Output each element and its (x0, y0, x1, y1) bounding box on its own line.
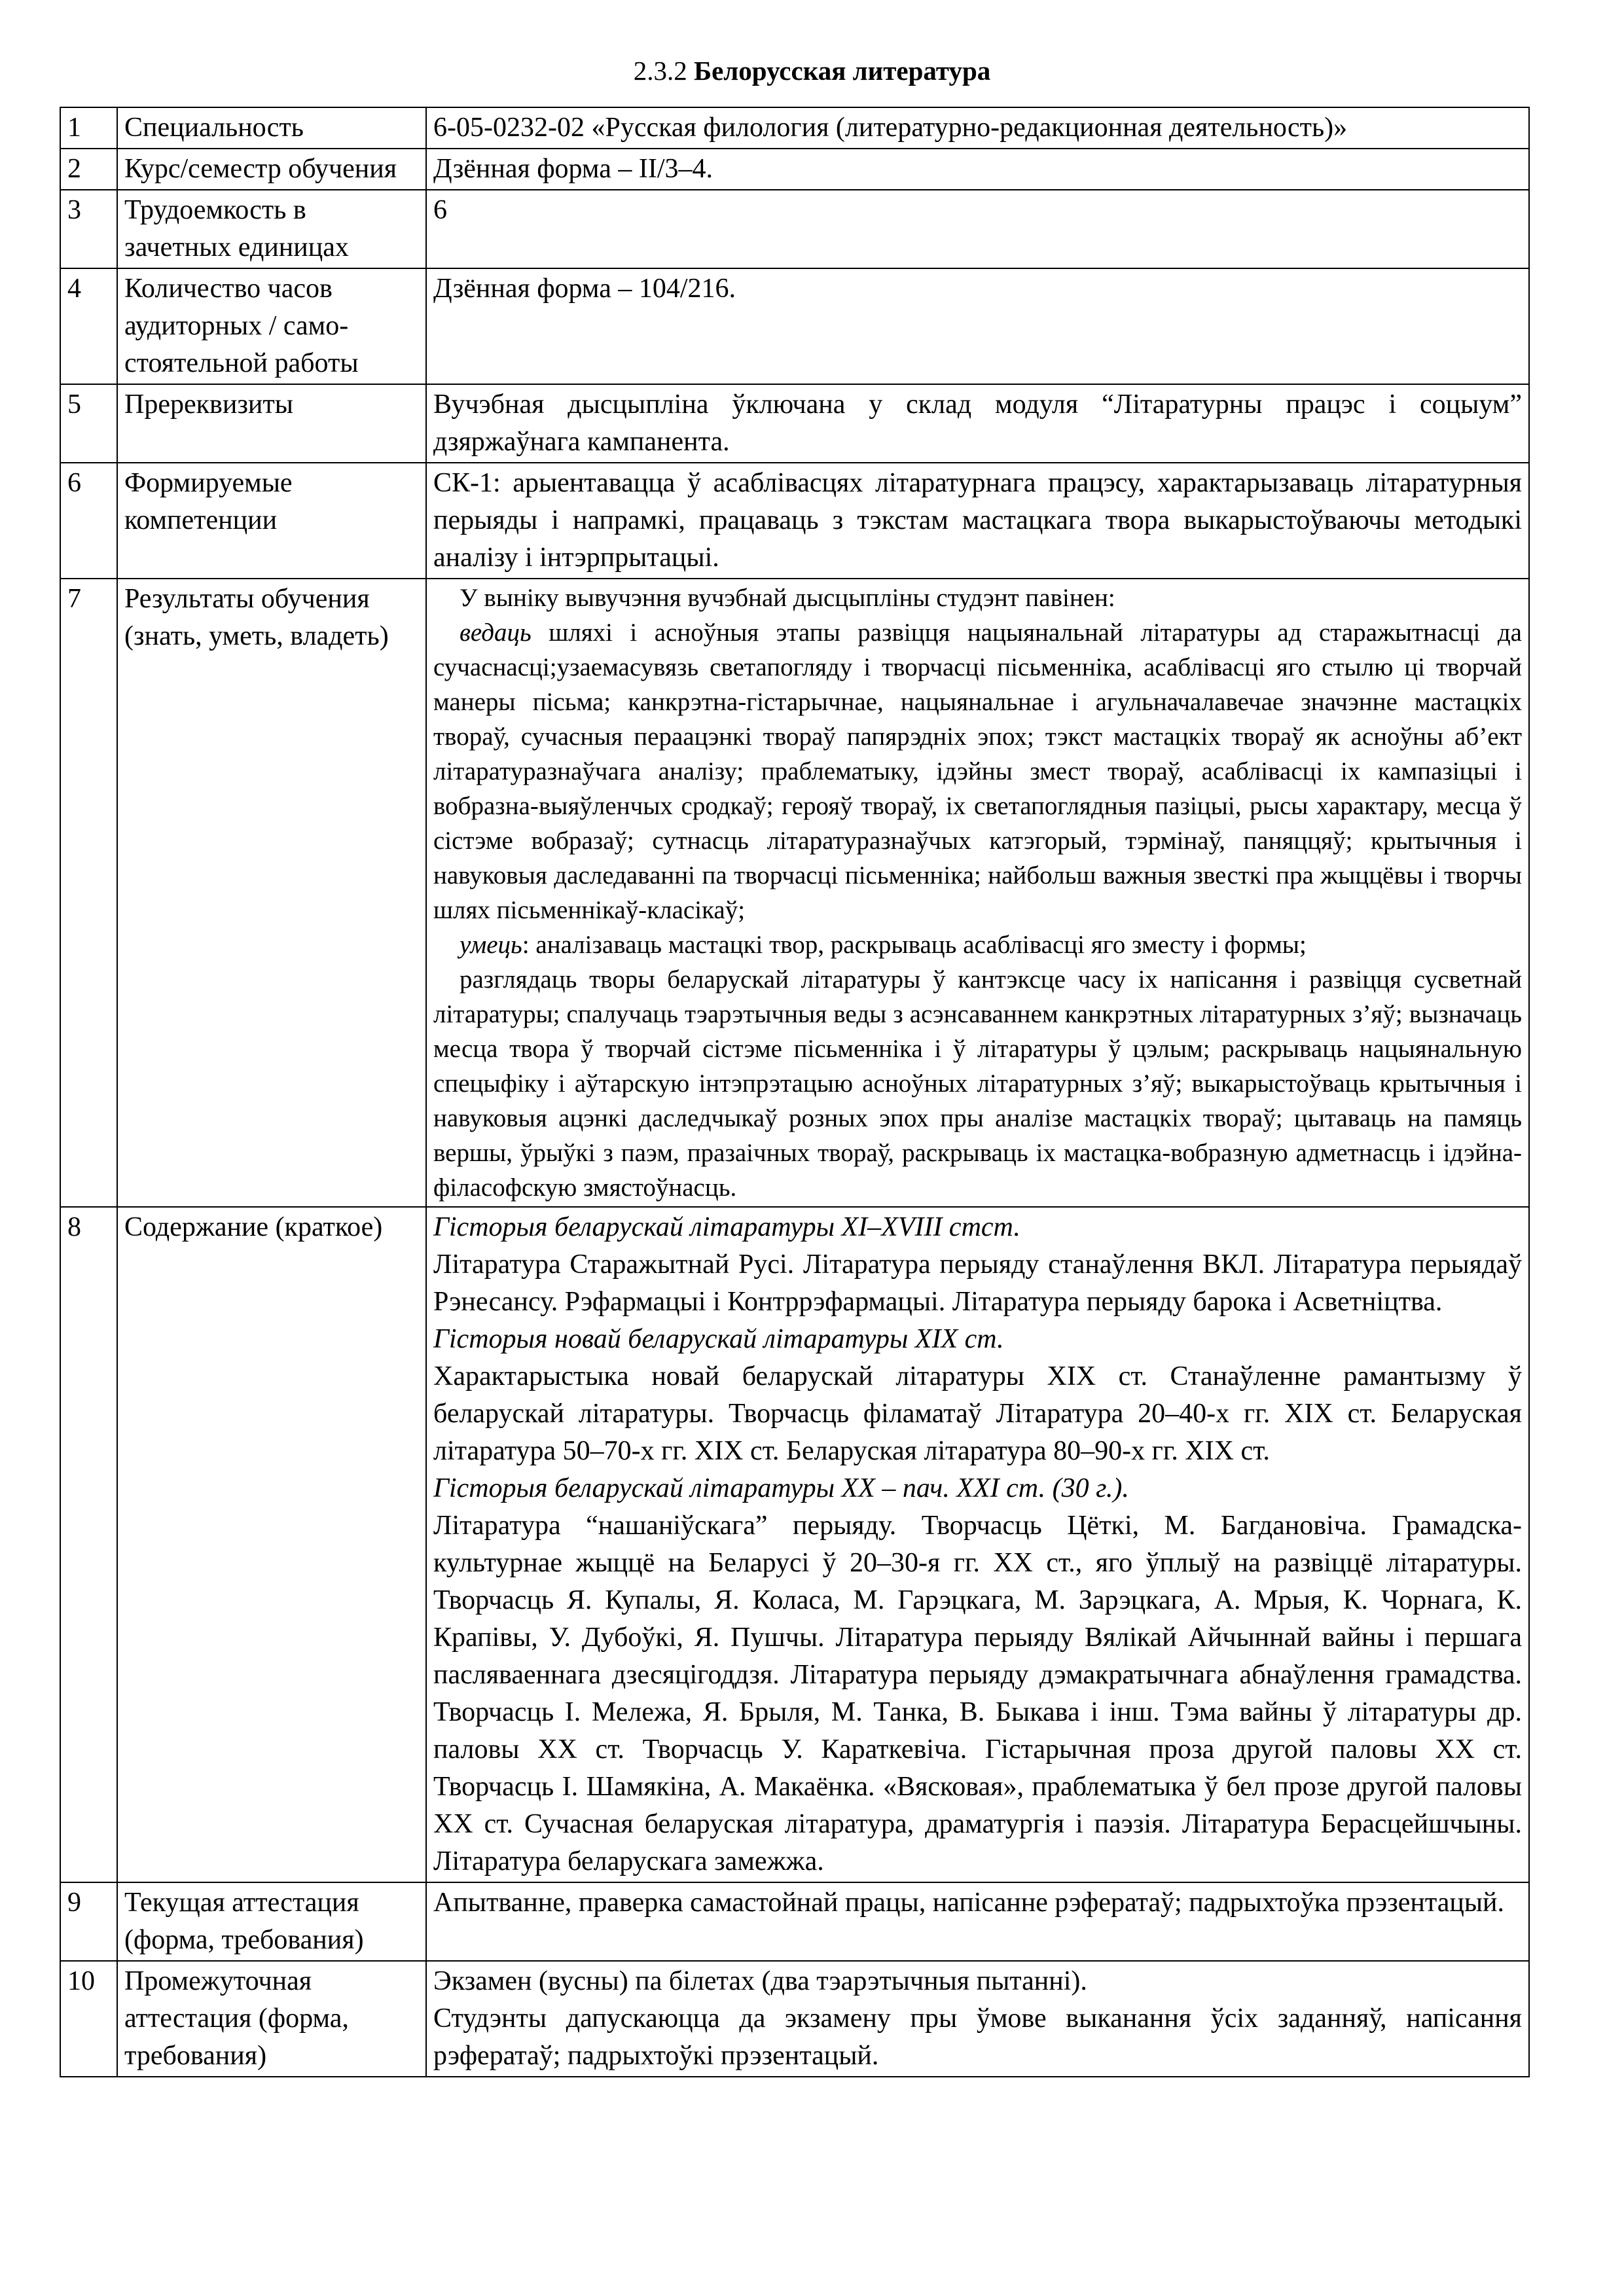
table-row (60, 463, 1529, 579)
content-section-title: Гісторыя новай беларускай літаратуры XIX ст. (433, 1324, 1004, 1354)
table-row (60, 384, 1529, 463)
hours-value: Дзённая форма – 104/216. (426, 268, 1529, 384)
page-title (0, 52, 1624, 89)
row-number: 3 (60, 190, 117, 268)
outcomes-can (433, 927, 1522, 962)
prerequisites-value: Вучэбная дысцыпліна ўключана у склад модуля “Літаратурны працэс і соцыум” дзяржаўнага кампанента. (426, 384, 1529, 463)
row-label: Промежуточная аттестация (форма, требования) (117, 1961, 426, 2077)
know-text: шляхі і асноўныя этапы развіцця нацыянальнай літаратуры ад старажытнасці да сучаснасці;узаемасувязь светапогляду і творчасці пісьменніка, асаблівасці яго стылю ці творчай манеры пісьма; канкрэтна-гістарычнае, нацыянальнае і агульначалавечае значэнне мастацкіх твораў, сучасныя пераацэнкі твораў папярэдніх эпох; тэкст мастацкіх твораў як асноўны аб’ект літаратуразнаўчага аналізу; праблематыку, ідэйны змест твораў, асаблівасці іх кампазіцыі і вобразна-выяўленчых сродкаў; герояў твораў, іх светапоглядныя пазіцыі, рысы характару, месца ў сістэме вобразаў; сутнасць літаратуразнаўчых катэгорый, тэрмінаў, паняццяў; крытычныя і навуковыя даследаванні па творчасці пісьменніка; найбольш важныя звесткі пра жыццёвы і творчы шлях пісьменнікаў-класікаў; (433, 619, 1522, 924)
table-row (60, 190, 1529, 268)
row-number: 1 (60, 107, 117, 149)
row-label: Содержание (краткое) (117, 1207, 426, 1882)
row-label: Формируемые компетенции (117, 463, 426, 579)
content-section-text: Літаратура Старажытнай Русі. Літаратура перыяду станаўлення ВКЛ. Літаратура перыядаў Рэнесансу. Рэфармацыі і Контррэфармацыі. Літаратура перыяду барока і Асветніцтва. (433, 1249, 1522, 1317)
row-number: 2 (60, 149, 117, 190)
outcomes-skills: разглядаць творы беларускай літаратуры ў кантэксце часу іх напісання і развіцця сусветнай літаратуры; спалучаць тэарэтычныя веды з асэнсаваннем канкрэтных літаратурных з’яў; вызначаць месца твора ў творчай сістэме пісьменніка і ў літаратуры ў цэлым; раскрываць нацыянальную спецыфіку і аўтарскую інтэпрэтацыю асноўных літаратурных з’яў; выкарыстоўваць крытычныя і навуковыя ацэнкі даследчыкаў розных эпох пры аналізе мастацкіх твораў; цытаваць на памяць вершы, ўрыўкі з паэм, празаічных твораў, раскрываць іх мастацка-вобразную адметнасць і ідэйна-філасофскую змястоўнасць. (433, 965, 1522, 1202)
competencies-value: СК-1: арыентавацца ў асаблівасцях літаратурнага працэсу, характарызаваць літаратурныя перыяды і напрамкі, працаваць з тэкстам мастацкага твора выкарыстоўваючы методыкі аналізу і інтэрпрытацыі. (426, 463, 1529, 579)
current-assessment-value: Апытванне, праверка самастойнай працы, напісанне рэфератаў; падрыхтоўка прэзентацый. (426, 1882, 1529, 1961)
table-row (60, 149, 1529, 190)
exam-line: Экзамен (вусны) па білетах (два тэарэтычныя пытанні). (433, 1966, 1087, 1996)
table-row (60, 268, 1529, 384)
table-row (60, 107, 1529, 149)
row-number: 4 (60, 268, 117, 384)
outcomes-intro: У выніку вывучэння вучэбнай дысцыпліны студэнт павінен: (460, 584, 1115, 612)
row-number: 6 (60, 463, 117, 579)
outcomes-know (433, 615, 1522, 927)
row-label: Пререквизиты (117, 384, 426, 463)
section-number: 2.3.2 (633, 56, 687, 86)
row-label: Результаты обучения (знать, уметь, владеть) (117, 579, 426, 1207)
row-number: 8 (60, 1207, 117, 1882)
row-number: 7 (60, 579, 117, 1207)
table-row (60, 579, 1529, 1207)
row-number: 5 (60, 384, 117, 463)
row-label: Текущая аттестация (форма, требования) (117, 1882, 426, 1961)
content-value (426, 1207, 1529, 1882)
syllabus-table (60, 107, 1530, 2077)
content-section-text: Літаратура “нашаніўскага” перыяду. Творчасць Цёткі, М. Багдановіча. Грамадска-культурнае жыццё на Беларусі ў 20–30-я гг. XX ст., яго ўплыў на развіццё літаратуры. Творчасць Я. Купалы, Я. Коласа, М. Гарэцкага, М. Зарэцкага, А. Мрыя, К. Чорнага, К. Крапівы, У. Дубоўкі, Я. Пушчы. Літаратура перыяду Вялікай Айчыннай вайны і першага пасляваеннага дзесяцігоддзя. Літаратура перыяду дэмакратычнага абнаўлення грамадства. Творчасць І. Мележа, Я. Брыля, М. Танка, В. Быкава і інш. Тэма вайны ў літаратуры др. паловы XX ст. Творчасць У. Караткевіча. Гістарычная проза другой паловы XX ст. Творчасць І. Шамякіна, А. Макаёнка. «Вясковая», праблематыка ў бел прозе другой паловы XX ст. Сучасная беларуская літаратура, драматургія і паэзія. Літаратура Берасцейшчыны. Літаратура беларускага замежжа. (433, 1511, 1522, 1876)
intermediate-assessment-value (426, 1961, 1529, 2077)
section-name: Белорусская литература (694, 56, 991, 86)
row-label: Трудоемкость в зачетных единицах (117, 190, 426, 268)
row-number: 9 (60, 1882, 117, 1961)
row-label: Специальность (117, 107, 426, 149)
row-number: 10 (60, 1961, 117, 2077)
content-section-text: Характарыстыка новай беларускай літаратуры XIX ст. Станаўленне рамантызму ў беларускай літаратуры. Творчасць філаматаў Літаратура 20–40-х гг. XIX ст. Беларуская літаратура 50–70-х гг. XIX ст. Беларуская літаратура 80–90-х гг. XIX ст. (433, 1361, 1522, 1466)
table-row (60, 1882, 1529, 1961)
can-label: умець (460, 931, 522, 959)
can-text: : аналізаваць мастацкі твор, раскрываць асаблівасці яго зместу і формы; (522, 931, 1307, 959)
course-semester-value: Дзённая форма – II/3–4. (426, 149, 1529, 190)
learning-outcomes-value (426, 579, 1529, 1207)
table-row (60, 1961, 1529, 2077)
credits-value: 6 (426, 190, 1529, 268)
specialty-value: 6-05-0232-02 «Русская филология (литературно-редакционная деятельность)» (426, 107, 1529, 149)
content-section-title: Гісторыя беларускай літаратуры XI–XVIII стст. (433, 1212, 1020, 1242)
row-label: Количество часов аудиторных / само-стоятельной работы (117, 268, 426, 384)
admission-line: Студэнты дапускаюцца да экзамену пры ўмове выканання ўсіх заданняў, напісання рэфератаў; падрыхтоўкі прэзентацый. (433, 2003, 1522, 2071)
table-row (60, 1207, 1529, 1882)
row-label: Курс/семестр обучения (117, 149, 426, 190)
know-label: ведаць (460, 619, 532, 647)
content-section-title: Гісторыя беларускай літаратуры XX – пач. XXI ст. (30 г.). (433, 1473, 1129, 1503)
